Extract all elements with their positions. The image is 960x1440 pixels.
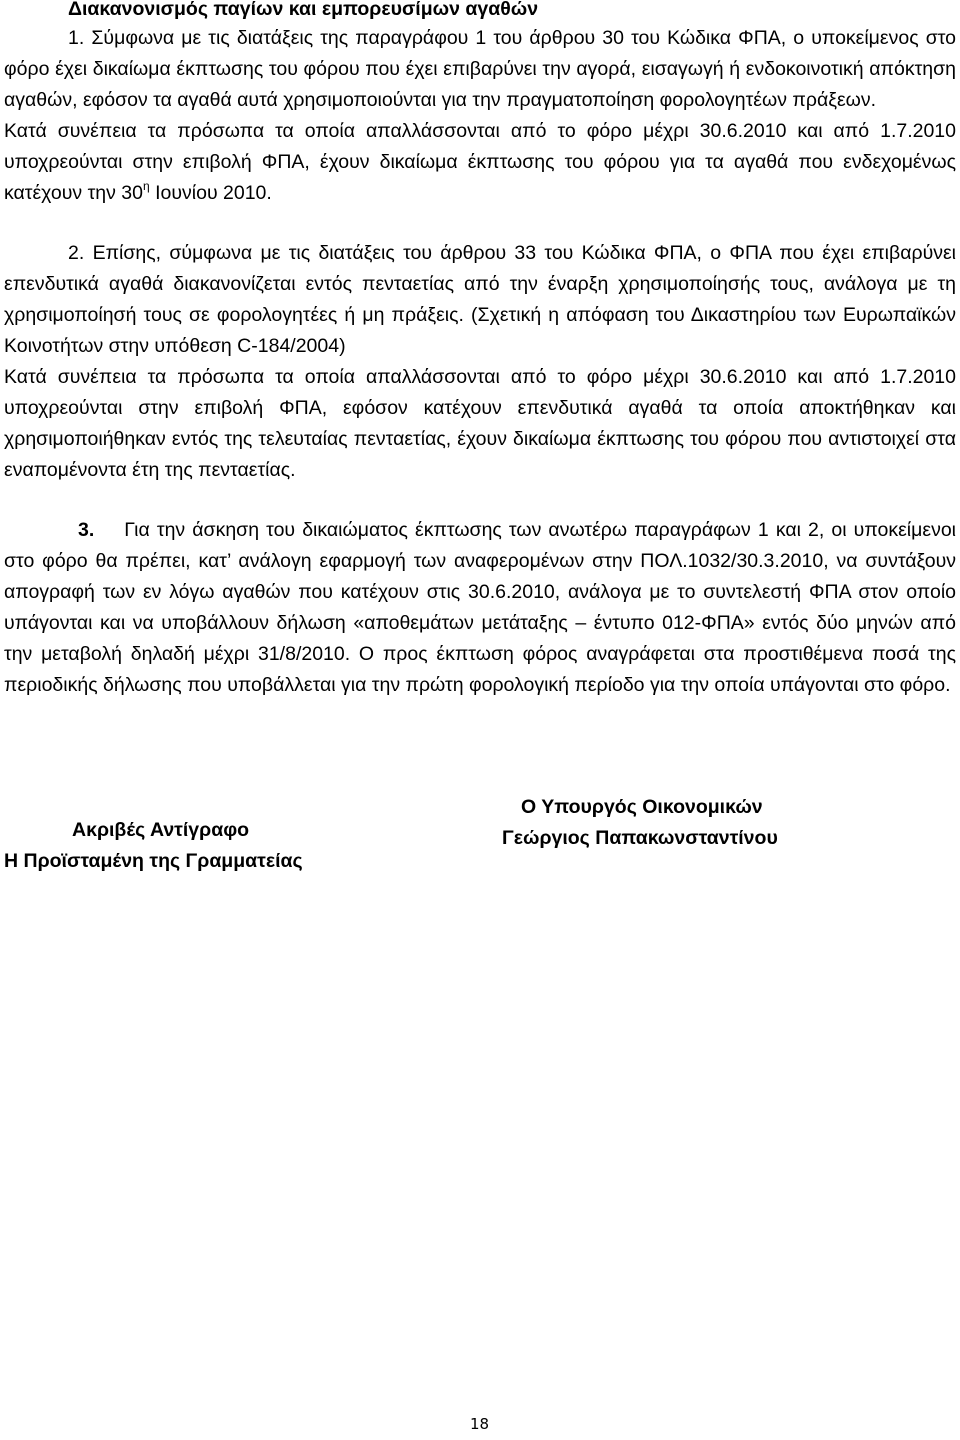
minister-title: Ο Υπουργός Οικονομικών	[521, 796, 763, 818]
paragraph-3-number: 3.	[78, 519, 95, 541]
certified-copy-block	[4, 815, 454, 877]
paragraph-3-text: Για την άσκηση του δικαιώματος έκπτωσης των ανωτέρω παραγράφων 1 και 2, οι υποκείμενοι στο φόρο θα πρέπει, κατ’ ανάλογη εφαρμογή των αναφερομένων στην ΠΟΛ.1032/30.3.2010, να συντάξουν απογραφή των εν λόγω αγαθών που κατέχουν στις 30.6.2010, ανάλογα με το συντελεστή ΦΠΑ στον οποίο υπάγονται και να υποβάλλουν δήλωση «αποθεμάτων μετάταξης – έντυπο 012-ΦΠΑ» εντός δύο μηνών από την μεταβολή δηλαδή μέχρι 31/8/2010. Ο προς έκπτωση φόρος αναγράφεται στα προστιθέμενα ποσά της περιοδικής δήλωσης που υποβάλλεται για την πρώτη φορολογική περίοδο για την οποία υπάγονται στο φόρο.	[4, 519, 956, 696]
paragraph-1-consequence-end: Ιουνίου 2010.	[149, 182, 272, 204]
paragraph-1-number: 1.	[68, 27, 85, 49]
paragraph-1	[4, 23, 956, 209]
paragraph-2	[4, 238, 956, 486]
paragraph-1-text: Σύμφωνα με τις διατάξεις της παραγράφου 1 του άρθρου 30 του Κώδικα ΦΠΑ, ο υποκείμενος στο φόρο έχει δικαίωμα έκπτωσης του φόρου που έχει επιβαρύνει την αγορά, εισαγωγή ή ενδοκοινοτική απόκτηση αγαθών, εφόσον τα αγαθά αυτά χρησιμοποιούνται για την πραγματοποίηση φορολογητέων πράξεων.	[4, 27, 956, 111]
paragraph-1-body	[4, 23, 956, 116]
certified-copy-label: Ακριβές Αντίγραφο	[72, 819, 250, 841]
superscript-eta: η	[142, 178, 150, 193]
paragraph-1-consequence	[4, 116, 956, 209]
paragraph-2-body	[4, 238, 956, 362]
paragraph-3-body	[4, 515, 956, 701]
page-number: 18	[470, 1415, 490, 1433]
section-heading: Διακανονισμός παγίων και εμπορευσίμων αγαθών	[68, 0, 539, 20]
minister-signature-block	[496, 792, 876, 854]
minister-name: Γεώργιος Παπακωνσταντίνου	[502, 827, 778, 849]
paragraph-3	[4, 515, 956, 701]
paragraph-1-consequence-text: Κατά συνέπεια τα πρόσωπα τα οποία απαλλάσσονται από το φόρο μέχρι 30.6.2010 και από 1.7.2010 υποχρεούνται στην επιβολή ΦΠΑ, έχουν δικαίωμα έκπτωσης του φόρου για τα αγαθά που ενδεχομένως κατέχουν την 30	[4, 120, 956, 204]
paragraph-2-text: Επίσης, σύμφωνα με τις διατάξεις του άρθρου 33 του Κώδικα ΦΠΑ, ο ΦΠΑ που έχει επιβαρύνει επενδυτικά αγαθά διακανονίζεται εντός πενταετίας από την έναρξη χρησιμοποίησής τους, ανάλογα με τη χρησιμοποίησή τους σε φορολογητέες ή μη πράξεις. (Σχετική η απόφαση του Δικαστηρίου των Ευρωπαϊκών Κοινοτήτων στην υπόθεση C-184/2004)	[4, 242, 957, 357]
paragraph-2-consequence: Κατά συνέπεια τα πρόσωπα τα οποία απαλλάσσονται από το φόρο μέχρι 30.6.2010 και από 1.7.2010 υποχρεούνται στην επιβολή ΦΠΑ, εφόσον κατέχουν επενδυτικά αγαθά τα οποία αποκτήθηκαν και χρησιμοποιήθηκαν εντός της τελευταίας πενταετίας, έχουν δικαίωμα έκπτωσης του φόρου που αντιστοιχεί στα εναπομένοντα έτη της πενταετίας.	[4, 366, 956, 481]
secretariat-head-label: Η Προϊσταμένη της Γραμματείας	[4, 850, 303, 872]
paragraph-2-number: 2.	[68, 242, 85, 264]
